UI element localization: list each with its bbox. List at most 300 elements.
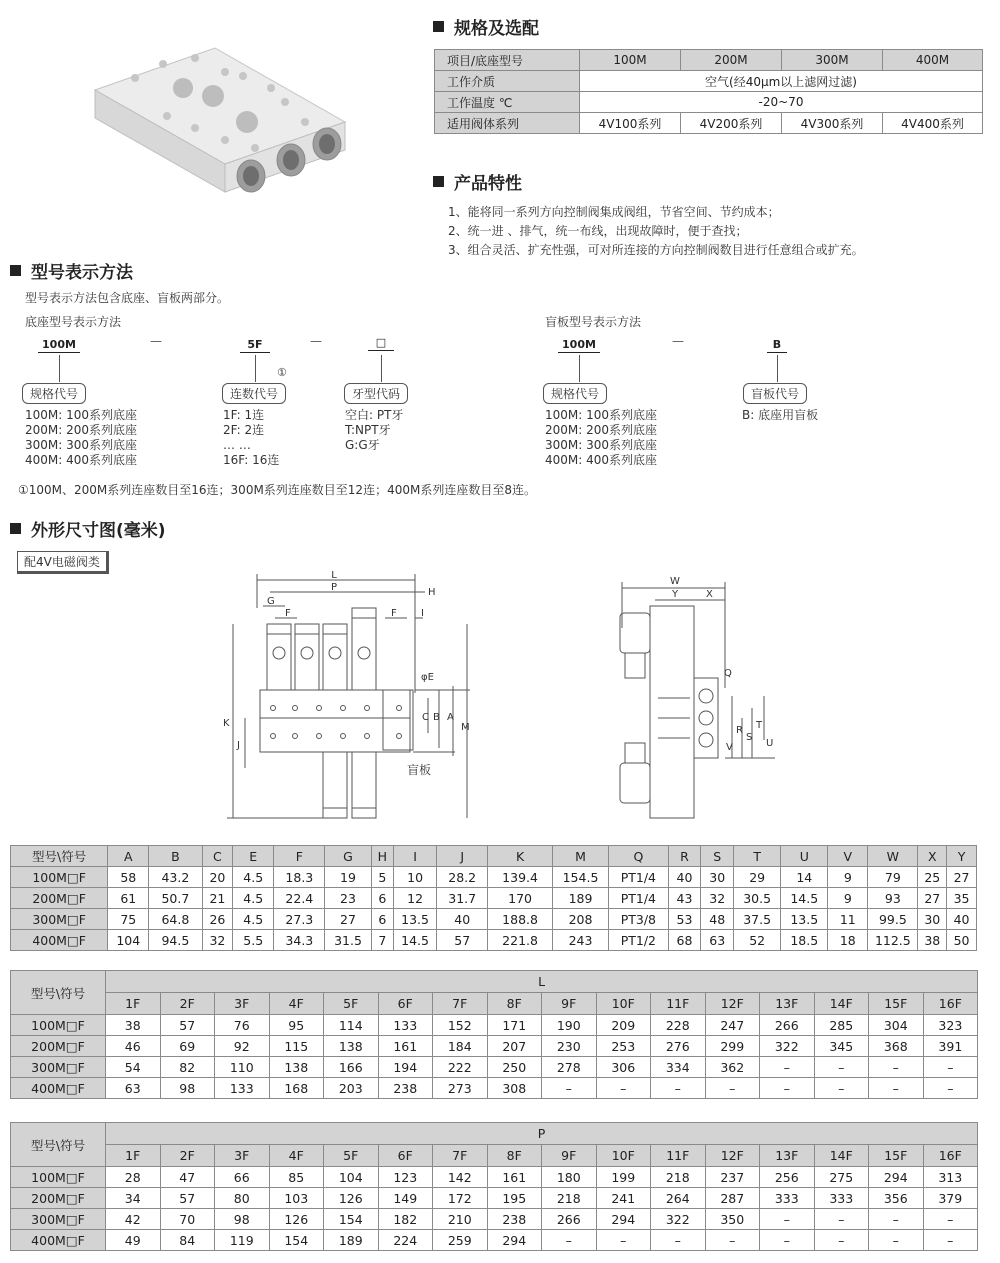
value-cell: 322 [760,1036,815,1057]
column-header-cell: 8F [487,993,542,1015]
value-cell: 189 [324,1230,379,1251]
value-cell: 34 [106,1188,161,1209]
header-cell: E [233,846,274,867]
box-count-code: 连数代号 [222,383,286,404]
value-cell: – [814,1230,869,1251]
header-cell: T [734,846,781,867]
value-cell: 38 [106,1015,161,1036]
column-header-cell: 11F [651,1145,706,1167]
value-cell: 207 [487,1036,542,1057]
value-cell: 391 [923,1036,978,1057]
value-cell: 221.8 [488,930,553,951]
label-Q: Q [724,668,732,679]
header-cell: U [781,846,828,867]
header-cell: I [394,846,437,867]
value-cell: 333 [760,1188,815,1209]
value-cell: – [651,1230,706,1251]
value-cell: 142 [433,1167,488,1188]
value-cell: 170 [488,888,553,909]
value-cell: 243 [552,930,608,951]
value-cell: 189 [552,888,608,909]
header-cell: G [325,846,371,867]
group-header-row [11,1123,978,1145]
value-cell: 222 [433,1057,488,1078]
header-cell: X [918,846,947,867]
blank-spec-list: 100M: 100系列底座 200M: 200系列底座 300M: 300系列底座 400M: 400系列底座 [545,408,658,467]
value-cell: – [705,1230,760,1251]
header-cell: Q [609,846,668,867]
value-cell: 13.5 [781,909,828,930]
row-label-cell: 200M□F [11,1036,106,1057]
value-cell: – [542,1078,597,1099]
value-cell: 10 [394,867,437,888]
spec-row-temperature: 工作温度 ℃ -20~70 [435,92,983,113]
value-cell: 27.3 [274,909,325,930]
value-cell: 99.5 [868,909,918,930]
row-label-cell: 200M□F [11,1188,106,1209]
side-view-drawing [600,568,780,830]
code-dash: — [310,334,322,348]
group-header-cell: P [106,1123,978,1145]
value-cell: 238 [487,1209,542,1230]
row-label-cell: 300M□F [11,909,108,930]
value-cell: 115 [269,1036,324,1057]
header-cell: S [701,846,734,867]
value-cell: 230 [542,1036,597,1057]
square-bullet-icon [10,523,21,534]
label-F: F [285,608,291,619]
box-blank-code: 盲板代号 [743,383,807,404]
value-cell: 12 [394,888,437,909]
value-cell: 218 [651,1167,706,1188]
value-cell: – [923,1209,978,1230]
group-header-row [11,971,978,993]
spec-table [434,49,983,134]
value-cell: 57 [160,1188,215,1209]
value-cell: 6 [371,888,394,909]
label-T: T [756,720,763,731]
column-header-cell: 13F [760,1145,815,1167]
column-header-cell: 6F [378,993,433,1015]
value-cell: 40 [947,909,977,930]
value-cell: – [814,1078,869,1099]
column-header-cell: 4F [269,993,324,1015]
value-cell: – [923,1230,978,1251]
value-cell: 313 [923,1167,978,1188]
table-row [11,1057,978,1078]
value-cell: 27 [325,909,371,930]
blank-code-list: B: 底座用盲板 [742,408,819,422]
table-row [11,1078,978,1099]
value-cell: 306 [596,1057,651,1078]
header-cell: F [274,846,325,867]
value-cell: 119 [215,1230,270,1251]
value-cell: 323 [923,1015,978,1036]
value-cell: – [705,1078,760,1099]
value-cell: 34.3 [274,930,325,951]
manifold-product-image [75,20,365,210]
value-cell: 152 [433,1015,488,1036]
connector-line [777,355,778,382]
value-cell: 38 [918,930,947,951]
column-header-cell: 7F [433,1145,488,1167]
column-header-cell: 3F [215,1145,270,1167]
connector-line [255,355,256,382]
value-cell: 82 [160,1057,215,1078]
value-cell: 5 [371,867,394,888]
value-cell: 4.5 [233,888,274,909]
value-cell: 52 [734,930,781,951]
value-cell: 209 [596,1015,651,1036]
value-cell: 58 [108,867,149,888]
label-S: S [746,732,753,743]
column-header-cell: 15F [869,993,924,1015]
value-cell: – [869,1078,924,1099]
square-bullet-icon [433,21,444,32]
value-cell: 20 [202,867,233,888]
value-cell: 161 [378,1036,433,1057]
value-cell: 104 [324,1167,379,1188]
header-cell: J [437,846,488,867]
table-row [11,867,977,888]
row-label-cell: 400M□F [11,1230,106,1251]
value-cell: 14 [781,867,828,888]
value-cell: 43.2 [149,867,202,888]
spec-code-list: 100M: 100系列底座 200M: 200系列底座 300M: 300系列底座 400M: 400系列底座 [25,408,138,467]
dims-heading: 外形尺寸图(毫米) [10,516,166,541]
value-cell: 256 [760,1167,815,1188]
value-cell: 334 [651,1057,706,1078]
features-heading: 产品特性 [433,169,522,194]
value-cell: – [596,1230,651,1251]
value-cell: 22.4 [274,888,325,909]
value-cell: 276 [651,1036,706,1057]
value-cell: 37.5 [734,909,781,930]
label-H: H [428,587,436,598]
value-cell: 43 [668,888,701,909]
value-cell: 29 [734,867,781,888]
column-header-cell: 16F [923,993,978,1015]
connector-line [59,355,60,382]
column-header-cell: 10F [596,993,651,1015]
pitch-P-table [10,1122,978,1251]
value-cell: 110 [215,1057,270,1078]
value-cell: 103 [269,1188,324,1209]
value-cell: 31.7 [437,888,488,909]
value-cell: 237 [705,1167,760,1188]
corner-cell: 型号\符号 [11,1123,106,1167]
value-cell: 79 [868,867,918,888]
row-label-cell: 300M□F [11,1209,106,1230]
value-cell: 94.5 [149,930,202,951]
column-header-cell: 8F [487,1145,542,1167]
base-code-thread: □ [368,336,394,351]
value-cell: 356 [869,1188,924,1209]
value-cell: 278 [542,1057,597,1078]
value-cell: 30 [701,867,734,888]
value-cell: 139.4 [488,867,553,888]
header-cell: 型号\符号 [11,846,108,867]
table-row [11,1188,978,1209]
value-cell: 18 [828,930,868,951]
header-cell: H [371,846,394,867]
value-cell: 5.5 [233,930,274,951]
feature-item: 3、组合灵活、扩充性强，可对所连接的方向控制阀数目进行任意组合或扩充。 [448,243,864,257]
spec-heading: 规格及选配 [433,14,539,39]
label-A: A [447,712,454,723]
value-cell: 180 [542,1167,597,1188]
value-cell: 26 [202,909,233,930]
value-cell: 9 [828,888,868,909]
value-cell: 264 [651,1188,706,1209]
column-header-cell: 7F [433,993,488,1015]
header-cell: A [108,846,149,867]
label-phiE: φE [421,672,434,683]
value-cell: 9 [828,867,868,888]
label-Y: Y [672,589,679,600]
blank-code-b: B [767,338,787,353]
value-cell: – [542,1230,597,1251]
value-cell: 188.8 [488,909,553,930]
note-mark: ① [277,366,287,379]
value-cell: 104 [108,930,149,951]
column-header-cell: 2F [160,993,215,1015]
value-cell: 85 [269,1167,324,1188]
value-cell: 4.5 [233,909,274,930]
value-cell: – [814,1209,869,1230]
value-cell: 40 [437,909,488,930]
value-cell: 166 [324,1057,379,1078]
value-cell: 123 [378,1167,433,1188]
value-cell: 182 [378,1209,433,1230]
base-code-count: 5F [240,338,270,353]
column-header-cell: 14F [814,993,869,1015]
model-intro: 型号表示方法包含底座、盲板两部分。 [25,291,230,305]
dims-tab-label: 配4V电磁阀类 [17,551,109,574]
value-cell: 285 [814,1015,869,1036]
code-dash: — [150,334,162,348]
value-cell: 133 [378,1015,433,1036]
value-cell: – [869,1230,924,1251]
value-cell: 208 [552,909,608,930]
value-cell: 322 [651,1209,706,1230]
column-header-cell: 11F [651,993,706,1015]
column-header-cell: 13F [760,993,815,1015]
value-cell: 42 [106,1209,161,1230]
value-cell: 241 [596,1188,651,1209]
value-cell: PT1/2 [609,930,668,951]
box-thread-code: 牙型代码 [344,383,408,404]
value-cell: 23 [325,888,371,909]
count-code-list: 1F: 1连 2F: 2连 … … 16F: 16连 [223,408,280,467]
table-row [11,888,977,909]
label-U: U [766,738,774,749]
column-header-cell: 1F [106,1145,161,1167]
footnote: ①100M、200M系列连座数目至16连；300M系列连座数目至12连；400M系列连座数目至8连。 [18,483,536,497]
value-cell: 238 [378,1078,433,1099]
value-cell: 30 [918,909,947,930]
value-cell: 154.5 [552,867,608,888]
value-cell: 66 [215,1167,270,1188]
group-header-cell: L [106,971,978,993]
table-row [11,1015,978,1036]
value-cell: 64.8 [149,909,202,930]
value-cell: 93 [868,888,918,909]
value-cell: 294 [596,1209,651,1230]
value-cell: 149 [378,1188,433,1209]
value-cell: 304 [869,1015,924,1036]
label-M: M [461,722,470,733]
value-cell: 114 [324,1015,379,1036]
value-cell: 49 [106,1230,161,1251]
value-cell: 275 [814,1167,869,1188]
header-cell: B [149,846,202,867]
value-cell: – [651,1078,706,1099]
value-cell: 92 [215,1036,270,1057]
value-cell: 13.5 [394,909,437,930]
label-G: G [267,596,275,607]
value-cell: – [923,1078,978,1099]
value-cell: 11 [828,909,868,930]
label-C: C [422,712,429,723]
value-cell: 95 [269,1015,324,1036]
value-cell: 19 [325,867,371,888]
square-bullet-icon [10,265,21,276]
value-cell: 18.3 [274,867,325,888]
code-dash: — [672,334,684,348]
row-label-cell: 200M□F [11,888,108,909]
value-cell: 287 [705,1188,760,1209]
label-V: V [726,742,733,753]
value-cell: 6 [371,909,394,930]
value-cell: 63 [701,930,734,951]
value-cell: – [760,1230,815,1251]
label-P: P [330,582,338,593]
value-cell: 210 [433,1209,488,1230]
label-F2: F [391,608,397,619]
value-cell: 194 [378,1057,433,1078]
value-cell: – [760,1209,815,1230]
value-cell: 345 [814,1036,869,1057]
column-header-cell: 16F [923,1145,978,1167]
value-cell: 98 [215,1209,270,1230]
value-cell: 133 [215,1078,270,1099]
box-blank-spec-code: 规格代号 [543,383,607,404]
row-label-cell: 100M□F [11,867,108,888]
value-cell: 294 [869,1167,924,1188]
value-cell: 48 [701,909,734,930]
value-cell: 69 [160,1036,215,1057]
square-bullet-icon [433,176,444,187]
value-cell: 28.2 [437,867,488,888]
column-header-cell: 14F [814,1145,869,1167]
value-cell: 154 [269,1230,324,1251]
value-cell: 195 [487,1188,542,1209]
spec-row-medium: 工作介质 空气(经40μm以上滤网过滤) [435,71,983,92]
value-cell: 32 [202,930,233,951]
value-cell: 98 [160,1078,215,1099]
value-cell: PT1/4 [609,888,668,909]
value-cell: PT3/8 [609,909,668,930]
base-code-spec: 100M [38,338,80,353]
length-L-table [10,970,978,1099]
column-header-cell: 12F [705,993,760,1015]
value-cell: 154 [324,1209,379,1230]
value-cell: 126 [269,1209,324,1230]
value-cell: 266 [760,1015,815,1036]
column-header-cell: 6F [378,1145,433,1167]
value-cell: 50 [947,930,977,951]
value-cell: 126 [324,1188,379,1209]
value-cell: 172 [433,1188,488,1209]
value-cell: 379 [923,1188,978,1209]
label-K: K [223,718,230,729]
column-header-cell: 9F [542,993,597,1015]
value-cell: 18.5 [781,930,828,951]
label-L: L [331,570,337,581]
value-cell: 168 [269,1078,324,1099]
value-cell: 362 [705,1057,760,1078]
label-X: X [706,589,713,600]
label-blank-plate: 盲板 [407,763,432,777]
label-R: R [736,725,743,736]
row-label-cell: 100M□F [11,1015,106,1036]
value-cell: 68 [668,930,701,951]
value-cell: – [923,1057,978,1078]
value-cell: 190 [542,1015,597,1036]
value-cell: 350 [705,1209,760,1230]
value-cell: 138 [269,1057,324,1078]
row-label-cell: 300M□F [11,1057,106,1078]
value-cell: 171 [487,1015,542,1036]
table-row [11,1209,978,1230]
value-cell: 368 [869,1036,924,1057]
value-cell: 161 [487,1167,542,1188]
value-cell: – [760,1057,815,1078]
value-cell: 50.7 [149,888,202,909]
connector-line [381,355,382,382]
label-W: W [670,576,680,587]
header-cell: C [202,846,233,867]
column-header-cell: 5F [324,993,379,1015]
value-cell: 250 [487,1057,542,1078]
value-cell: 53 [668,909,701,930]
value-cell: 218 [542,1188,597,1209]
column-header-cell: 15F [869,1145,924,1167]
row-label-cell: 400M□F [11,1078,106,1099]
value-cell: 84 [160,1230,215,1251]
label-I: I [421,608,424,619]
header-cell: R [668,846,701,867]
column-header-cell: 10F [596,1145,651,1167]
value-cell: 70 [160,1209,215,1230]
value-cell: 299 [705,1036,760,1057]
column-header-row [11,1145,978,1167]
value-cell: 31.5 [325,930,371,951]
value-cell: 259 [433,1230,488,1251]
feature-item: 1、能将同一系列方向控制阀集成阀组，节省空间、节约成本； [448,205,780,219]
value-cell: 224 [378,1230,433,1251]
column-header-row [11,993,978,1015]
value-cell: 112.5 [868,930,918,951]
value-cell: 253 [596,1036,651,1057]
thread-code-list: 空白: PT牙 T:NPT牙 G:G牙 [345,408,404,452]
header-cell: V [828,846,868,867]
value-cell: 80 [215,1188,270,1209]
value-cell: – [869,1057,924,1078]
value-cell: 40 [668,867,701,888]
value-cell: 247 [705,1015,760,1036]
